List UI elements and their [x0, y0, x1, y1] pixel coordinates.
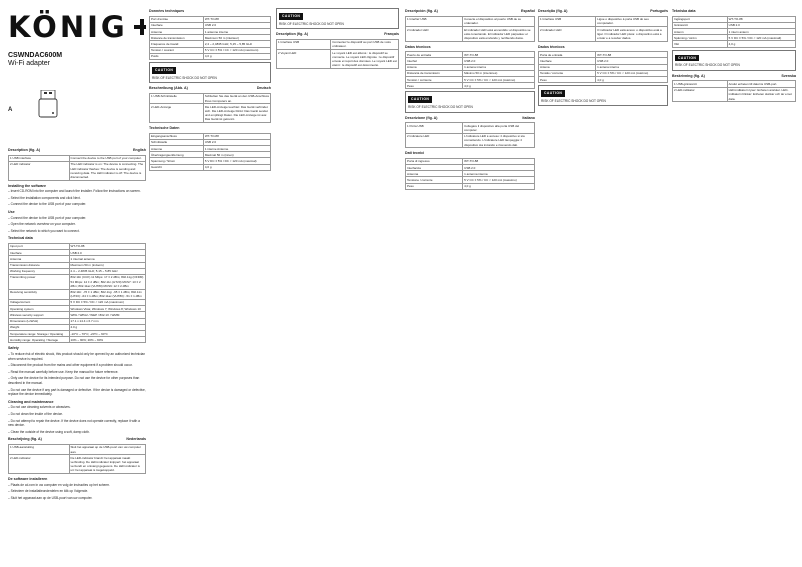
product-name: Wi-Fi adapter	[8, 60, 51, 67]
table-row: 1 Porta USB Collegare il dispositivo alla porta USB del computer.	[406, 123, 535, 133]
column-english	[8, 6, 146, 561]
it-specs-heading: Dati tecnici	[405, 151, 425, 156]
table-row: Vikt 4,0 g	[673, 41, 796, 47]
table-row: Transmission distance Maximum 50 m (indoors)	[9, 262, 146, 268]
table-row: Antenna 1 internal antenna	[9, 256, 146, 262]
table-row: 2 Indicador LED El indicador LED está encendido: el dispositivo se está conectando. El indicador LED parpadea: el dispositivo está enviando y recibiendo datos.	[406, 27, 535, 42]
list-item: – Connect the device to the USB port of your computer.	[8, 202, 146, 207]
table-row: 1 USB interface Connect the device to the USB port of your computer.	[9, 155, 146, 161]
sv-specs-heading: Tekniska data	[672, 9, 696, 13]
list-item: – Only use the device for its intended purpose. Do not use the device for other purposes than described in the manual.	[8, 376, 146, 385]
list-item: – Select the installation components and click Next.	[8, 196, 146, 201]
nl-desc-table	[8, 444, 146, 474]
table-row: Antena 1 antena interna	[406, 64, 535, 70]
es-specs-heading: Datos técnicos	[405, 44, 431, 49]
list-item: – Do not use the device if any part is damaged or defective. If the device is damaged or defective, replace the device immediately.	[8, 388, 146, 397]
de-desc-table	[149, 93, 271, 123]
table-row: Temperature range: Storage / Operating -10°C ~ 70°C; -20°C ~ 60°C	[9, 331, 146, 337]
table-row: 2 LED-indicator De LED-indicator brandt: het apparaat maakt verbinding. De LED-indicator knippert: het apparaat verzendt en ontvangt gegevens. De LED-indicator is uit: het apparaat is losgekoppeld.	[9, 455, 146, 474]
pt-desc-table	[538, 16, 668, 42]
de-desc-heading: Beschreibung (Abb. A) Deutsch	[149, 86, 271, 91]
table-row: Antenne 1 antenne interne	[150, 29, 271, 35]
column-french	[276, 6, 399, 561]
caution-text: RISK OF ELECTRIC SHOCK DO NOT OPEN	[152, 75, 217, 80]
table-row: Interface USB 2.0	[150, 22, 271, 28]
list-item: – Read the manual carefully before use. Keep the manual for future reference.	[8, 370, 146, 375]
table-row: Porta de entrada WT-TO-88	[539, 52, 668, 58]
list-item: – Open the network overview on your computer.	[8, 222, 146, 227]
list-item: – Do not use cleaning solvents or abrasives.	[8, 405, 146, 410]
pt-desc-heading: Descrição (fig. A) Português	[538, 9, 668, 13]
list-item: – Clean the outside of the device using a soft, damp cloth.	[8, 430, 146, 435]
nl-desc-heading: Beschrijving (fig. A) Nederlands	[8, 437, 146, 442]
table-row: Antenn 1 intern antenn	[673, 29, 796, 35]
table-row: Ingångsport WT-TO-88	[673, 16, 796, 22]
table-row: Eingangsanschluss WT-TO-88	[150, 133, 271, 139]
caution-label: CAUTION	[279, 13, 303, 20]
table-row: Antena 1 antena interna	[539, 64, 668, 70]
table-row: Peso 4,0 g	[406, 183, 535, 189]
table-row: Port d'entrée WT-TO-88	[150, 16, 271, 22]
fr-desc-heading: Description (fig. A) Français	[276, 32, 399, 37]
column-portuguese	[538, 6, 668, 561]
table-row: 2 Indicatore LED L'indicatore LED è acceso: il dispositivo si sta connettendo. L'indicatore LED lampeggia: il dispositivo sta inviando e ricevendo dati.	[406, 133, 535, 148]
de-specs-heading: Technische Daten	[149, 126, 180, 131]
table-row: Peso 4,0 g	[406, 83, 535, 89]
list-item: – Plaats de cd-rom in uw computer en volg de instructies op het scherm.	[8, 483, 146, 488]
it-desc-heading: Descrizione (fig. A) Italiano	[405, 115, 535, 120]
es-specs-table	[405, 51, 535, 89]
table-row: Operating system Windows Vista; Windows 7; Windows 8; Windows 10	[9, 306, 146, 312]
en-desc-heading: Description (fig. A) English	[8, 148, 146, 152]
en-desc-table	[8, 155, 146, 181]
list-item: – To reduce risk of electric shock, this product should only be opened by an authorized technician when service is required.	[8, 352, 146, 361]
table-row: Transmitting power 802.11b (CCK) 11 Mbps: 17 ± 2 dBm; 802.11g (OFDM) 54 Mbps: 14 ± 2 dBm; 802.11n (HT20) MCS7: 13 ± 2 dBm; 802.11ac (VHT80) MCS9: 12 ± 2 dBm	[9, 274, 146, 289]
table-row: Tensión / corriente 5 V CC ± 5% / CC < 120 mA (máximo)	[406, 77, 535, 83]
table-row: Spänning / ström 5 V DC ± 5% / DC < 120 mA (maximalt)	[673, 35, 796, 41]
table-row: 1 Interface USB Connectez le dispositif au port USB de votre ordinateur.	[277, 39, 399, 49]
list-item: – Do not attempt to repair the device. If the device does not operate correctly, replace it with a new device.	[8, 419, 146, 428]
caution-box	[276, 8, 399, 29]
table-row: Weight 4.0 g	[9, 324, 146, 330]
table-row: 2 Indicador LED O indicador LED está aceso: o dispositivo está a ligar. O indicador LED pisca: o dispositivo está a enviar e a receber dados.	[539, 27, 668, 42]
list-item: – Select the network to which you want to connect.	[8, 229, 146, 234]
column-spanish-italian	[405, 6, 535, 561]
figure-label: A	[8, 107, 13, 113]
caution-box	[149, 62, 271, 83]
table-row: Fréquence de travail 2,4 ~ 2,4835 GHz; 5,15 ~ 5,85 GHz	[150, 41, 271, 47]
table-row: Tensione / corrente 5 V CC ± 5% / CC < 120 mA (massimo)	[406, 177, 535, 183]
en-specs-heading: Technical data	[8, 236, 33, 241]
table-row: Poids 4,0 g	[150, 53, 271, 59]
table-row: Dimensions (LxWxH) 17.1 x 14.4 x 6.7 mm	[9, 318, 146, 324]
en-specs-table	[8, 243, 146, 343]
table-row: Gewicht 4,0 g	[150, 164, 271, 170]
table-row: Tension / courant 5 V CC ± 5% / CC < 120 mA (maximum)	[150, 47, 271, 53]
it-specs-table	[405, 158, 535, 190]
en-install-heading: Installing the software	[8, 183, 46, 188]
pt-specs-table	[538, 51, 668, 83]
nl-install-heading: De software installeren	[8, 477, 48, 482]
pt-specs-heading: Dados técnicos	[538, 44, 565, 49]
device-figure	[8, 78, 146, 140]
table-row: Distancia de transmisión Máximo 50 m (interiores)	[406, 70, 535, 76]
brand-logo	[8, 12, 146, 42]
list-item: – Insert CD-ROM into the computer and launch the installer. Follow the instructions on screen.	[8, 189, 146, 194]
table-row: 1 Interfaz USB Conecte el dispositivo al puerto USB de su ordenador.	[406, 16, 535, 26]
table-row: Interfaccia USB 2.0	[406, 165, 535, 171]
table-row: Interface USB 2.0	[9, 250, 146, 256]
table-row: 1 Interface USB Ligue o dispositivo à porta USB do seu computador.	[539, 16, 668, 26]
table-row: 2 LED-Anzeige Die LED-Anzeige leuchtet: Das Gerät verbindet sich. Die LED-Anzeige blinkt: Das Gerät sendet und empfängt Daten. Die LED-Anzeige ist aus: Das Gerät ist getrennt.	[150, 104, 271, 123]
table-row: Spannung / Strom 5 V DC ± 5% / DC < 120 mA (maximal)	[150, 158, 271, 164]
de-specs-table	[149, 133, 271, 171]
es-desc-heading: Descripción (fig. A) Español	[405, 9, 535, 13]
fr-desc-table	[276, 39, 399, 69]
usb-dongle-icon	[38, 90, 58, 118]
caution-text: RISK OF ELECTRIC SHOCK DO NOT OPEN	[541, 98, 606, 103]
sv-desc-heading: Beskrivning (fig. A) Svenska	[672, 73, 796, 78]
table-row: 1 USB-aansluiting Sluit het apparaat op de USB-poort van uw computer aan.	[9, 444, 146, 454]
brand-name: KÖNIG	[8, 10, 128, 44]
table-row: 2 LED indicator The LED indicator is on: The device is connecting. The LED indicator flashes: The device is sending and receiving data. The LED indicator is off: The device is disconnected.	[9, 161, 146, 180]
table-row: Peso 4,0 g	[539, 77, 668, 83]
en-use-heading: Use	[8, 209, 15, 214]
list-item: – Connect the device to the USB port of your computer.	[8, 216, 146, 221]
caution-text: RISK OF ELECTRIC SHOCK DO NOT OPEN	[279, 21, 344, 26]
table-row: Humidity range: Operating / Storage 10% ~ 90%; 20% ~ 90%	[9, 337, 146, 343]
table-row: Interface USB 2.0	[539, 58, 668, 64]
sv-specs-table	[672, 16, 796, 48]
list-item: – Disconnect the product from the mains and other equipment if a problem should occur.	[8, 363, 146, 368]
list-item: – Sluit het apparaat aan op de USB-poort van uw computer.	[8, 496, 146, 501]
table-row: Übertragungsentfernung Maximal 50 m (innen)	[150, 152, 271, 158]
table-row: Working frequency 2.4 ~ 2.4835 GHz; 5.15 ~ 5.85 GHz	[9, 268, 146, 274]
table-row: Gränssnitt USB 2.0	[673, 22, 796, 28]
en-cleaning-heading: Cleaning and maintenance	[8, 399, 54, 404]
table-row: Interfaz USB 2.0	[406, 58, 535, 64]
table-row: Receiving sensitivity 802.11b: -76 ± 1 dBm; 802.11g: -65 ± 1 dBm; 802.11n (HT20): -64 ± 1 dBm; 802.11ac (VHT80): -51 ± 1 dBm	[9, 289, 146, 299]
table-row: Antenne 1 interne Antenne	[150, 146, 271, 152]
caution-text: RISK OF ELECTRIC SHOCK DO NOT OPEN	[675, 63, 740, 68]
table-row: Input port WT-TO-88	[9, 243, 146, 249]
table-row: Antenna 1 antenna interna	[406, 171, 535, 177]
list-item: – Selecteer de installatieonderdelen en klik op Volgende.	[8, 489, 146, 494]
fr-specs-table	[149, 16, 271, 60]
fr-specs-heading: Données techniques	[149, 9, 185, 13]
table-row: Porta di ingresso WT-TO-88	[406, 158, 535, 164]
caution-box	[538, 85, 668, 106]
table-row: Wireless security support WPA / WPA2 / WEP / 802.1X / WMM	[9, 312, 146, 318]
caution-label: CAUTION	[408, 96, 432, 103]
model-number: CSWNDAC600M	[8, 52, 63, 59]
caution-text: RISK OF ELECTRIC SHOCK DO NOT OPEN	[408, 105, 473, 110]
sv-desc-table	[672, 80, 796, 102]
it-desc-table	[405, 122, 535, 148]
caution-box	[672, 50, 796, 71]
caution-label: CAUTION	[675, 55, 699, 62]
table-row: Voltage/current 5 V DC ± 5% / DC < 120 mA (maximum)	[9, 299, 146, 305]
list-item: – Do not clean the inside of the device.	[8, 412, 146, 417]
table-row: 1 USB-Schnittstelle Schließen Sie das Gerät an den USB-Anschluss Ihres Computers an.	[151, 94, 270, 103]
caution-box	[405, 91, 535, 112]
table-row: Puerto de entrada WT-TO-88	[406, 52, 535, 58]
table-row: Distance de transmission Maximum 50 m (intérieur)	[150, 35, 271, 41]
table-row: 2 LED-indikator LED-indikatorn lyser: Enheten ansluter. LED-indikatorn blinkar: Enheten skickar och tar emot data.	[673, 87, 796, 102]
table-row: 2 Voyant LED Le voyant LED est allumé : le dispositif se connecte. Le voyant LED clignote : le dispositif envoie et reçoit des données. Le voyant LED est éteint : le dispositif est déconnecté.	[278, 50, 397, 68]
table-row: Tensão / corrente 5 V CC ± 5% / CC < 120 mA (máximo)	[539, 70, 668, 76]
en-safety-heading: Safety	[8, 346, 19, 351]
column-french-german	[149, 6, 271, 561]
table-row: Schnittstelle USB 2.0	[150, 139, 271, 145]
brand-cross-icon	[134, 19, 146, 35]
caution-label: CAUTION	[152, 67, 176, 74]
column-swedish	[672, 6, 796, 561]
caution-label: CAUTION	[541, 90, 565, 97]
table-row: 1 USB-gränssnitt Anslut enheten till datorns USB-port.	[673, 81, 796, 87]
es-desc-table	[405, 16, 535, 42]
